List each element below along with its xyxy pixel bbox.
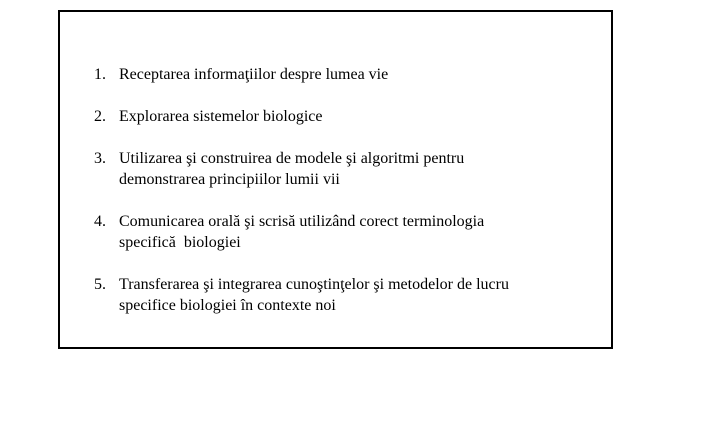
list-item — [94, 148, 509, 190]
list-item — [94, 211, 509, 253]
objectives-list — [94, 64, 509, 316]
objectives-box — [58, 10, 613, 349]
list-item — [94, 106, 509, 127]
item-text: Explorarea sistemelor biologice — [119, 108, 323, 125]
item-text: Transferarea şi integrarea cunoştinţelor şi metodelor de lucru specifice biologiei în contexte noi — [119, 276, 509, 314]
item-number: 2. — [94, 108, 106, 125]
item-text: Utilizarea şi construirea de modele şi algoritmi pentru demonstrarea principiilor lumii vii — [119, 150, 465, 188]
item-number: 5. — [94, 276, 106, 293]
list-item — [94, 64, 509, 85]
item-number: 1. — [94, 66, 106, 83]
item-number: 3. — [94, 150, 106, 167]
item-number: 4. — [94, 213, 106, 230]
list-item — [94, 274, 509, 316]
item-text: Receptarea informaţiilor despre lumea vie — [119, 66, 389, 83]
item-text: Comunicarea orală şi scrisă utilizând corect terminologia specifică biologiei — [119, 213, 485, 251]
